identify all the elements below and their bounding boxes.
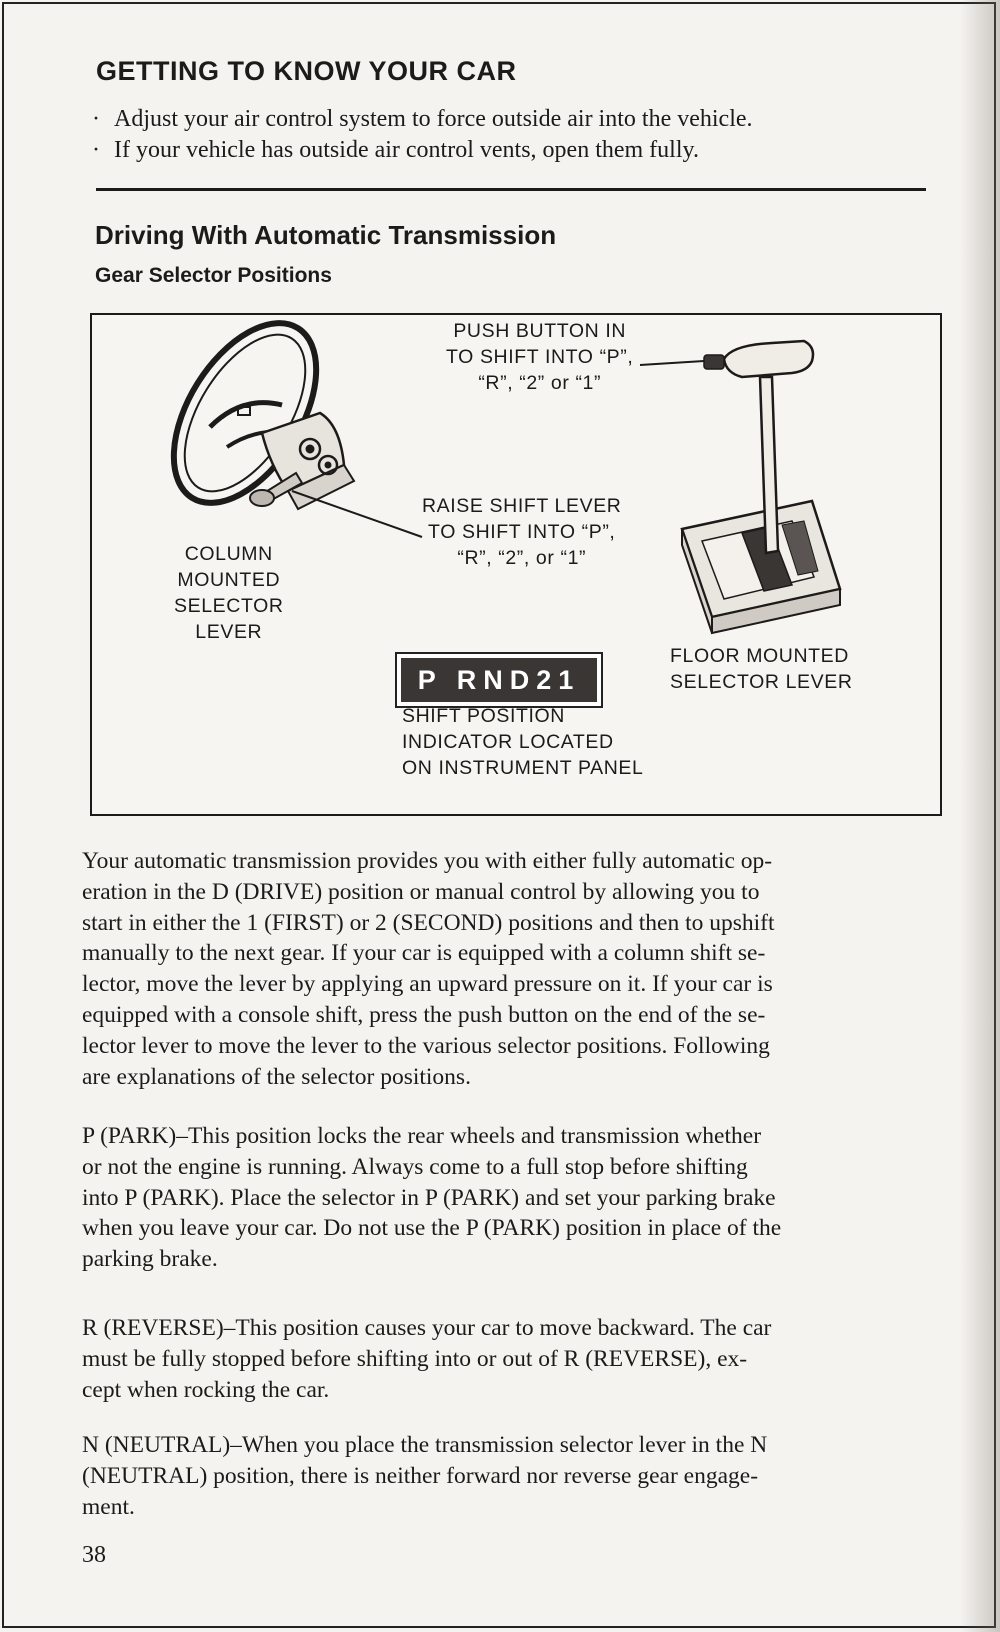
floor-shifter-icon [682, 341, 840, 633]
neutral-paragraph: N (NEUTRAL)–When you place the transmission selector lever in the N (NEUTRAL) position, there is neither forward nor reverse gear engage- ment. [82, 1432, 768, 1520]
bullet-dot: · [92, 137, 100, 163]
shift-indicator-label: SHIFT POSITION INDICATOR LOCATED ON INSTRUMENT PANEL [402, 705, 644, 779]
steering-wheel-icon [145, 315, 354, 527]
page-number: 38 [82, 1542, 106, 1568]
section-heading: Driving With Automatic Transmission [95, 220, 557, 250]
park-paragraph: P (PARK)–This position locks the rear wheels and transmission whether or not the engine is running. Always come to a full stop before shifting into P (PARK). Place the selector in P (PARK) and set your parking brake when you leave your car. Do not use the P (PARK) position in place of the parking brake. [82, 1123, 782, 1273]
push-button-label: PUSH BUTTON IN TO SHIFT INTO “P”, “R”, “2” or “1” [446, 320, 634, 394]
bullet-list [92, 104, 753, 166]
section-subheading: Gear Selector Positions [95, 264, 332, 287]
bullet-item [92, 104, 753, 135]
raise-lever-label: RAISE SHIFT LEVER TO SHIFT INTO “P”, “R”, “2”, or “1” [422, 495, 622, 569]
bullet-text: If your vehicle has outside air control vents, open them fully. [114, 137, 699, 163]
leader-line [640, 361, 704, 365]
shift-position-indicator [395, 652, 603, 708]
bullet-dot: · [92, 106, 100, 132]
section-title: GETTING TO KNOW YOUR CAR [96, 56, 517, 86]
page-edge-shadow [960, 0, 1000, 1632]
reverse-paragraph: R (REVERSE)–This position causes your car to move backward. The car must be fully stopped before shifting into or out of R (REVERSE), ex- cept when rocking the car. [82, 1315, 772, 1403]
column-mounted-label: COLUMN MOUNTED SELECTOR LEVER [174, 543, 284, 643]
gear-selector-figure [90, 313, 942, 816]
intro-paragraph: Your automatic transmission provides you with either fully automatic op- eration in the D (DRIVE) position or manual control by allowing you to start in either the 1 (FIRST) or 2 (SECOND) positions and then to upshift manually to the next gear. If your car is equipped with a column shift se- lector, move the lever by applying an upward pressure on it. If your car is equipped with a console shift, press the push button on the end of the se- lector lever to move the lever to the various selector positions. Following are explanations of the selector positions. [82, 848, 775, 1090]
leader-line [292, 491, 422, 537]
indicator-text: P RND21 [401, 658, 597, 702]
bullet-item [92, 135, 753, 166]
bullet-text: Adjust your air control system to force outside air into the vehicle. [114, 106, 753, 132]
floor-mounted-label: FLOOR MOUNTED SELECTOR LEVER [670, 645, 853, 693]
horizontal-rule [96, 188, 926, 191]
